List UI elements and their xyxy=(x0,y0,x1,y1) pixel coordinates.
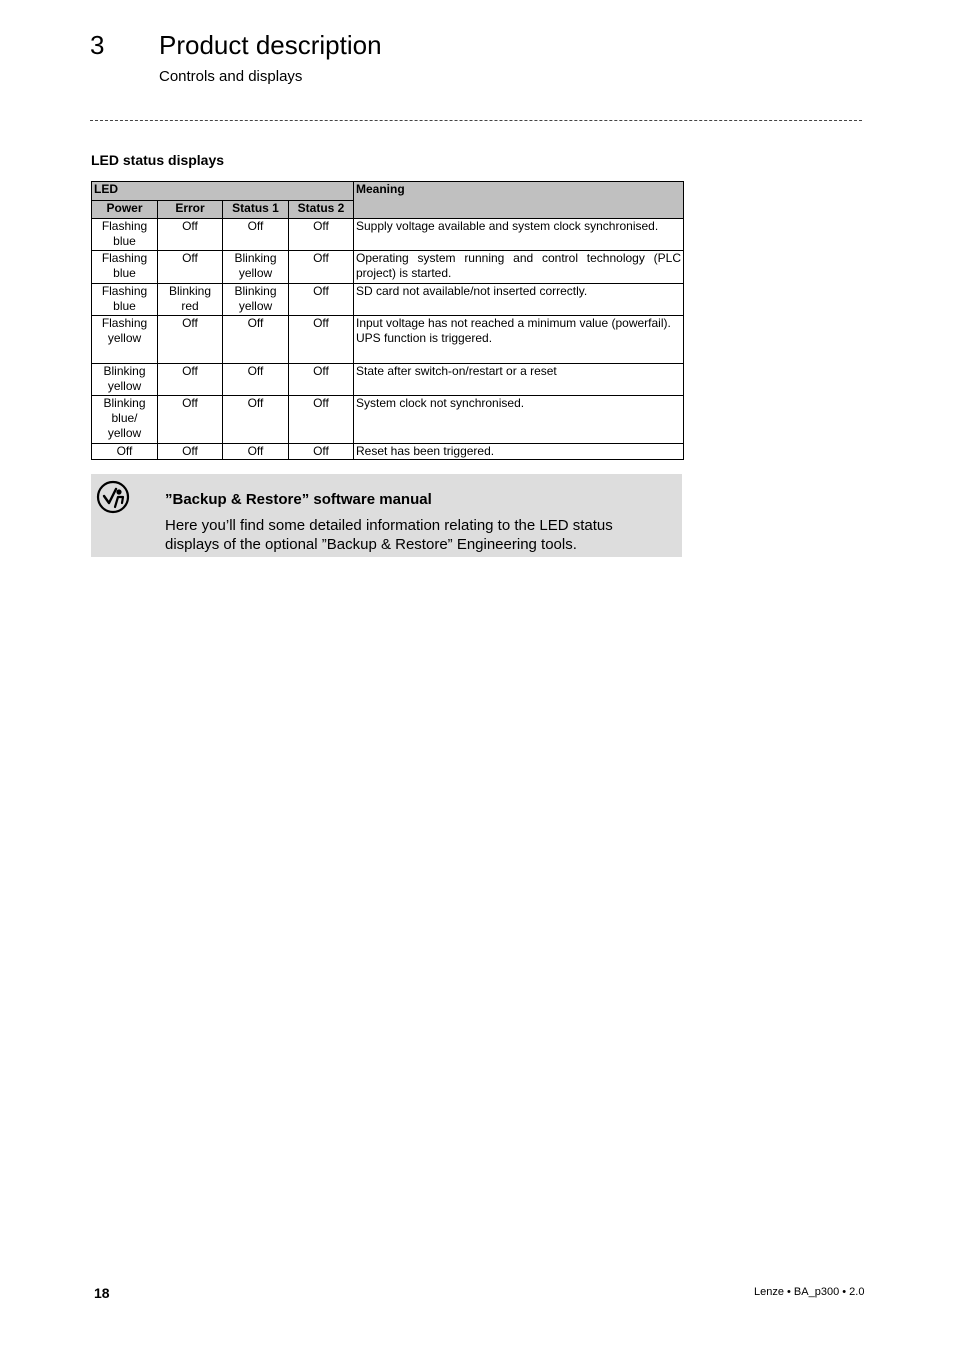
cell-meaning: Reset has been triggered. xyxy=(354,444,684,460)
column-header-status1: Status 1 xyxy=(223,201,289,219)
cell-power: Flashing blue xyxy=(92,219,158,251)
table-row xyxy=(92,219,684,251)
cell-meaning xyxy=(354,316,684,364)
cell-status2: Off xyxy=(289,364,354,396)
cell-status1: Off xyxy=(223,316,289,364)
column-header-error: Error xyxy=(158,201,223,219)
note-body: Here you’ll find some detailed information relating to the LED status displays of the optional ”Backup & Restore” Engineering tools. xyxy=(165,517,613,553)
cell-status2: Off xyxy=(289,316,354,364)
column-header-status2: Status 2 xyxy=(289,201,354,219)
meaning-line: UPS function is triggered. xyxy=(356,331,493,345)
cell-error: Off xyxy=(158,251,223,284)
table-heading: LED status displays xyxy=(91,152,225,168)
manual-reference-icon xyxy=(96,480,130,514)
chapter-number: 3 xyxy=(90,30,105,60)
cell-status2: Off xyxy=(289,444,354,460)
cell-status2: Off xyxy=(289,251,354,284)
dashed-divider xyxy=(90,120,862,121)
cell-status1: Off xyxy=(223,219,289,251)
cell-power: Flashing blue xyxy=(92,284,158,316)
cell-power: Blinking yellow xyxy=(92,364,158,396)
cell-error: Off xyxy=(158,316,223,364)
cell-power: Off xyxy=(92,444,158,460)
cell-meaning: System clock not synchronised. xyxy=(354,396,684,444)
cell-error: Off xyxy=(158,396,223,444)
table-row xyxy=(92,284,684,316)
cell-status1: Blinking yellow xyxy=(223,284,289,316)
cell-power: Blinking blue/ yellow xyxy=(92,396,158,444)
cell-error: Off xyxy=(158,364,223,396)
cell-meaning: Operating system running and control technology (PLC project) is started. xyxy=(354,251,684,284)
table-row xyxy=(92,316,684,364)
cell-status1: Off xyxy=(223,444,289,460)
cell-meaning: State after switch-on/restart or a reset xyxy=(354,364,684,396)
table-row xyxy=(92,444,684,460)
chapter-title: Product description xyxy=(159,30,382,60)
cell-meaning: SD card not available/not inserted correctly. xyxy=(354,284,684,316)
cell-status1: Blinking yellow xyxy=(223,251,289,284)
cell-power: Flashing yellow xyxy=(92,316,158,364)
cell-status1: Off xyxy=(223,396,289,444)
section-title: Controls and displays xyxy=(159,68,303,85)
page-number: 18 xyxy=(94,1285,110,1301)
cell-power: Flashing blue xyxy=(92,251,158,284)
note-title: ”Backup & Restore” software manual xyxy=(165,491,432,508)
footer-document-reference: Lenze • BA_p300 • 2.0 xyxy=(754,1286,865,1298)
cell-status2: Off xyxy=(289,284,354,316)
cell-status2: Off xyxy=(289,396,354,444)
cell-status1: Off xyxy=(223,364,289,396)
table-row xyxy=(92,251,684,284)
cell-status2: Off xyxy=(289,219,354,251)
table-row xyxy=(92,364,684,396)
cell-error: Blinking red xyxy=(158,284,223,316)
cell-error: Off xyxy=(158,219,223,251)
led-group-header: LED xyxy=(92,182,354,201)
meaning-header: Meaning xyxy=(354,182,684,219)
cell-error: Off xyxy=(158,444,223,460)
led-status-table xyxy=(91,181,684,460)
cell-meaning: Supply voltage available and system clock synchronised. xyxy=(354,219,684,251)
table-row xyxy=(92,396,684,444)
column-header-power: Power xyxy=(92,201,158,219)
meaning-line: Input voltage has not reached a minimum value (powerfail). xyxy=(356,316,671,330)
